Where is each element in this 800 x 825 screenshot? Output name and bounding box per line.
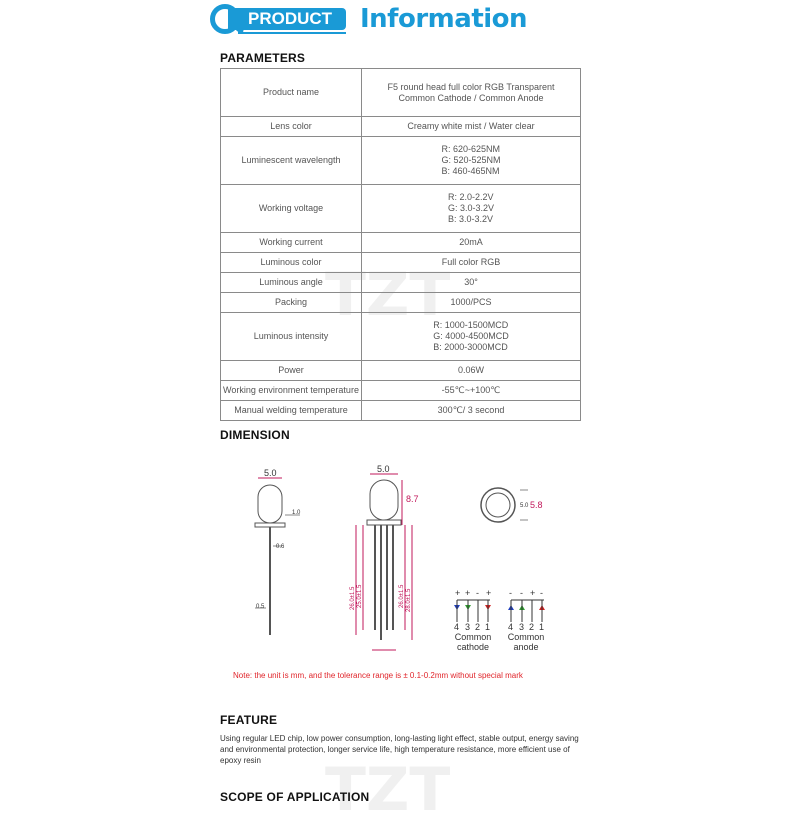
param-value-line: R: 620-625NM [441,144,501,154]
cathode-pin-1: 1 [485,622,491,632]
top-inner-label: 5.0 [520,503,529,509]
param-value [362,361,581,381]
param-value-line: 0.06W [457,365,484,375]
anode-label-1: Common [507,632,545,642]
param-value [362,381,581,401]
param-value-line: 1000/PCS [450,297,492,307]
cathode-sign-3: + [465,588,471,598]
param-value-lines [362,297,580,308]
param-row [221,233,581,253]
param-label: Power [221,361,362,381]
param-value-line: F5 round head full color RGB Transparent [387,81,555,92]
lead-top-label: 0.6 [276,544,285,550]
param-value-lines [362,257,580,268]
param-row [221,401,581,421]
param-row [221,273,581,293]
param-value-line: G: 3.0-3.2V [447,203,495,213]
front-lens [370,480,398,520]
param-label: Working voltage [221,185,362,233]
param-value-lines [362,237,580,248]
param-value [362,253,581,273]
anode-pin-3: 3 [519,622,525,632]
param-value-line: 30° [464,277,478,287]
param-value [362,401,581,421]
cathode-pin-4: 4 [454,622,460,632]
param-label: Luminous angle [221,273,362,293]
scope-heading: SCOPE OF APPLICATION [220,790,370,804]
front-flange [367,520,401,525]
cathode-sign-2: - [476,588,479,598]
flange-label: 1.0 [292,510,301,516]
param-row [221,117,581,137]
param-value-lines [362,365,580,376]
lead-length-3: 26.0±1.5 [399,584,405,608]
anode-label-2: anode [513,642,539,652]
param-row [221,69,581,117]
param-value-lines [448,192,494,225]
feature-heading: FEATURE [220,713,278,727]
param-row [221,137,581,185]
cathode-pin-2: 2 [475,622,481,632]
side-lens [258,485,282,523]
param-value-line: Common Cathode / Common Anode [398,92,544,103]
param-row [221,361,581,381]
param-value [362,117,581,137]
param-value-line: R: 1000-1500MCD [433,320,509,330]
param-value-line: B: 460-465NM [441,166,500,176]
parameters-table [220,68,581,421]
param-value-lines [433,320,509,353]
param-label: Luminous color [221,253,362,273]
front-width-label: 5.0 [377,464,390,474]
param-value [362,69,581,117]
anode-pin-1: 1 [539,622,545,632]
param-value-lines [441,144,500,177]
dimension-heading: DIMENSION [220,428,290,442]
lead-length-4: 28.0±1.5 [406,588,412,612]
product-badge: PRODUCT [228,8,346,30]
param-value-line: G: 520-525NM [441,155,501,165]
cathode-pin-3: 3 [465,622,471,632]
feature-text: Using regular LED chip, low power consumption, long-lasting light effect, stable output, energy saving and environmental protection, longer service life, high temperature resistance, more efficient use of epoxy resin [220,734,579,765]
height-label: 8.7 [406,494,419,504]
tolerance-note: Note: the unit is mm, and the tolerance range is ± 0.1-0.2mm without special mark [233,671,523,680]
param-value [362,233,581,253]
cathode-sign-1: + [486,588,492,598]
anode-pin-4: 4 [508,622,514,632]
param-value-lines [362,277,580,288]
param-value-line: G: 4000-4500MCD [433,331,509,341]
front-view [356,474,412,650]
common-anode-diagram [508,588,545,632]
param-value-line: B: 3.0-3.2V [447,214,494,224]
param-label: Manual welding temperature [221,401,362,421]
param-value-lines [362,385,580,396]
anode-sign-1: - [540,588,543,598]
param-value-line: 300℃/ 3 second [437,405,505,415]
param-row [221,381,581,401]
anode-sign-4: - [509,588,512,598]
top-inner-ring [486,493,510,517]
param-label: Luminescent wavelength [221,137,362,185]
cathode-sign-4: + [455,588,461,598]
param-label: Luminous intensity [221,313,362,361]
lead-label: 0.5 [256,604,265,610]
param-label: Lens color [221,117,362,137]
lead-length-2: 25.0±1.5 [357,584,363,608]
param-value-lines [362,405,580,416]
dimension-drawing [220,450,580,665]
side-width-label: 5.0 [264,468,277,478]
cathode-label-2: cathode [456,642,490,652]
param-label: Working environment temperature [221,381,362,401]
parameters-heading: PARAMETERS [220,51,306,65]
param-value-line: Full color RGB [441,257,501,267]
param-value [362,293,581,313]
anode-sign-3: - [520,588,523,598]
badge-underline [238,32,346,34]
anode-sign-2: + [530,588,536,598]
anode-pin-2: 2 [529,622,535,632]
page-header [210,2,590,42]
header-title: Information [360,4,528,34]
common-cathode-diagram [454,588,491,632]
param-row [221,313,581,361]
param-value-line: R: 2.0-2.2V [447,192,494,202]
param-value-lines [362,82,580,104]
param-row [221,185,581,233]
param-value [362,137,581,185]
param-value-line: Creamy white mist / Water clear [407,121,535,131]
param-label: Product name [221,69,362,117]
lead-length-1: 26.0±1.5 [350,586,356,610]
watermark: TZT [325,755,451,825]
cathode-label-1: Common [454,632,492,642]
param-label: Working current [221,233,362,253]
param-row [221,253,581,273]
param-value [362,273,581,293]
side-view [255,478,300,635]
param-value [362,313,581,361]
param-value-line: -55℃~+100℃ [441,385,501,395]
watermark: TZT [325,260,451,330]
param-row [221,293,581,313]
param-value-line: 20mA [459,237,483,247]
side-flange [255,523,285,527]
param-value-line: B: 2000-3000MCD [433,342,508,352]
param-value-lines [362,121,580,132]
top-outer-label: 5.8 [530,500,543,510]
param-value [362,185,581,233]
param-label: Packing [221,293,362,313]
